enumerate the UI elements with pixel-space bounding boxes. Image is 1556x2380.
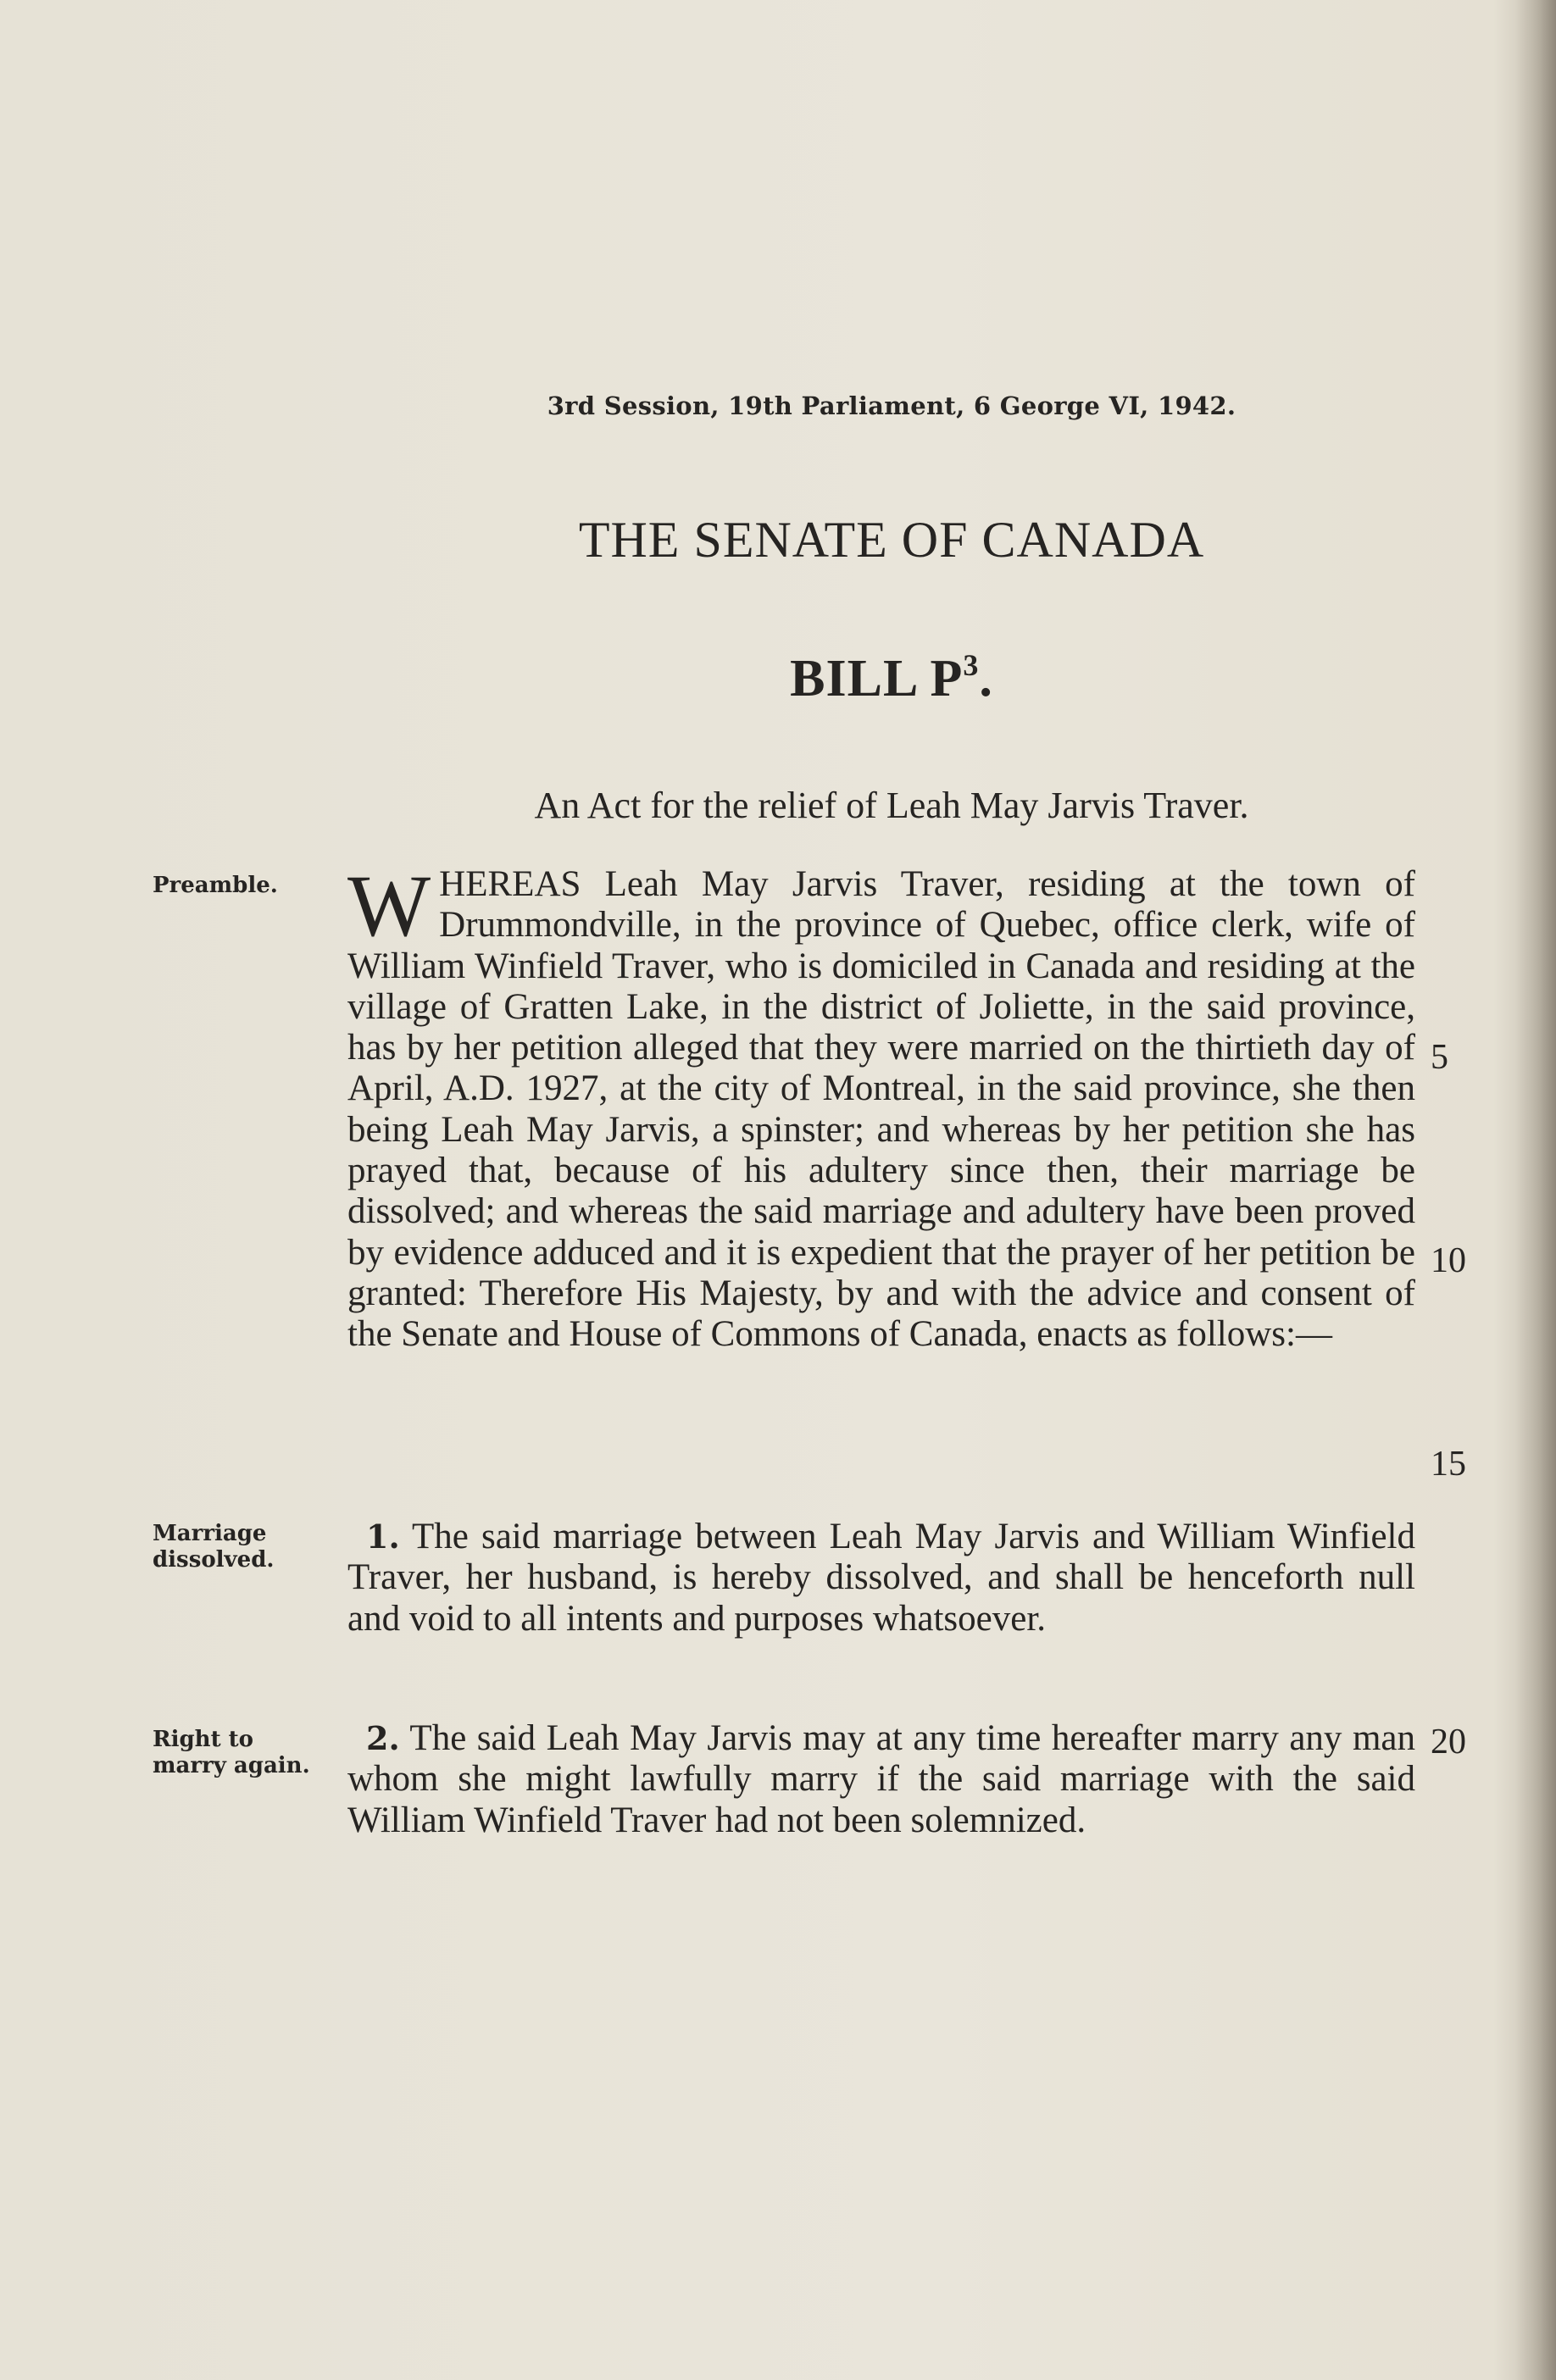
bill-label: BILL P: [790, 650, 964, 707]
act-title: An Act for the relief of Leah May Jarvis Traver.: [534, 785, 1249, 826]
page-edge-shadow: [1515, 0, 1556, 2380]
margin-note-line: marry again.: [153, 1753, 310, 1778]
line-number-5: 5: [1431, 1038, 1448, 1077]
bill-title: [0, 647, 1556, 709]
bill-period: .: [979, 650, 993, 707]
bill-superscript: 3: [963, 648, 980, 682]
margin-note-line: Marriage: [153, 1521, 267, 1546]
margin-note-line: Right to: [153, 1727, 253, 1752]
preamble-text: HEREAS Leah May Jarvis Traver, residing at the town of Drummondville, in the province of Quebec, office clerk, wife of William Winfield Traver, who is domiciled in Canada and residing at the village of Gratten Lake, in the district of Joliette, in the said province, has by her petition alleged that they were married on the thirtieth day of April, A.D. 1927, at the city of Montreal, in the said province, she then being Leah May Jarvis, a spinster; and whereas by her petition she has prayed that, because of his adultery since then, their marriage be dissolved; and whereas the said marriage and adultery have been proved by evidence adduced and it is expedient that the prayer of her petition be granted: Therefore His Majesty, by and with the advice and consent of the Senate and House of Commons of Canada, enacts as follows:—: [347, 864, 1415, 1355]
section-number: 2.: [366, 1719, 400, 1757]
line-number-15: 15: [1431, 1445, 1466, 1484]
margin-note-preamble: Preamble.: [153, 873, 278, 898]
section-2: [347, 1718, 1415, 1841]
preamble-paragraph: [347, 857, 1415, 1356]
dropcap: W: [347, 857, 431, 955]
margin-note-line: dissolved.: [153, 1547, 275, 1573]
line-number-10: 10: [1431, 1241, 1466, 1280]
margin-note-section-2: [153, 1727, 322, 1779]
margin-note-section-1: [153, 1521, 322, 1573]
line-number-20: 20: [1431, 1723, 1466, 1761]
section-number: 1.: [366, 1517, 400, 1556]
section-text: The said marriage between Leah May Jarvis and William Winfield Traver, her husband, is hereby dissolved, and shall be henceforth null and void to all intents and purposes whatsoever.: [347, 1517, 1415, 1639]
session-heading: 3rd Session, 19th Parliament, 6 George VI, 1942.: [547, 391, 1236, 420]
section-1: [347, 1517, 1415, 1639]
house-title: THE SENATE OF CANADA: [578, 512, 1205, 568]
section-text: The said Leah May Jarvis may at any time hereafter marry any man whom she might lawfully marry if the said marriage with the said William Winfield Traver had not been solemnized.: [347, 1718, 1415, 1840]
